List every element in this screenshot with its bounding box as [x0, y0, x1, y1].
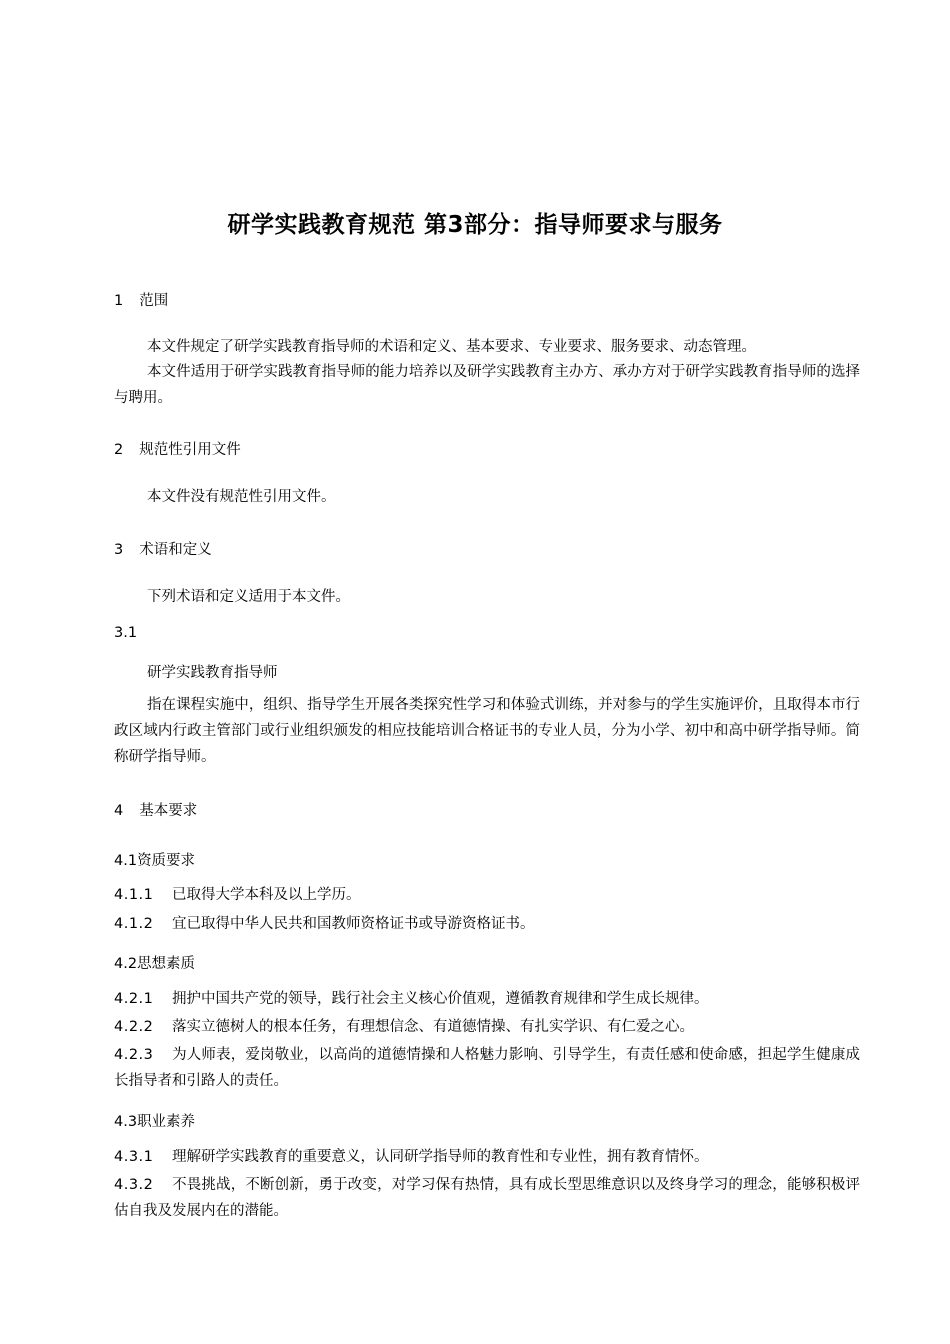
section-3-heading	[114, 538, 212, 559]
subsection-number: 4.2	[114, 956, 138, 972]
clause-text: 拥护中国共产党的领导，践行社会主义核心价值观，遵循教育规律和学生成长规律。	[172, 991, 709, 1007]
section-number: 4	[114, 803, 124, 819]
clause-number: 4.2.2	[114, 1019, 154, 1035]
subsection-title: 思想素质	[137, 956, 196, 972]
subsection-4-1-heading	[114, 849, 195, 870]
clause-number: 4.3.2	[114, 1177, 154, 1193]
clause-text: 理解研学实践教育的重要意义，认同研学指导师的教育性和专业性，拥有教育情怀。	[172, 1149, 709, 1165]
clause	[114, 1144, 860, 1170]
clause-number: 4.2.1	[114, 991, 154, 1007]
clause-number: 4.2.3	[114, 1047, 154, 1063]
term-definition: 指在课程实施中，组织、指导学生开展各类探究性学习和体验式训练，并对参与的学生实施评价，且取得本市行政区域内行政主管部门或行业组织颁发的相应技能培训合格证书的专业人员，分为小学、初中和高中研学指导师。简称研学指导师。	[114, 697, 860, 765]
subsection-4-3-heading	[114, 1110, 195, 1131]
clause-text: 已取得大学本科及以上学历。	[172, 887, 361, 903]
clause-text: 为人师表，爱岗敬业，以高尚的道德情操和人格魅力影响、引导学生，有责任感和使命感，担起学生健康成长指导者和引路人的责任。	[114, 1047, 860, 1089]
term-name: 研学实践教育指导师	[147, 665, 278, 681]
subsection-title: 资质要求	[137, 853, 196, 869]
clause	[114, 882, 860, 908]
paragraph: 本文件适用于研学实践教育指导师的能力培养以及研学实践教育主办方、承办方对于研学实践教育指导师的选择与聘用。	[114, 364, 860, 406]
section-4-heading	[114, 799, 197, 820]
clause-text: 不畏挑战，不断创新，勇于改变，对学习保有热情，具有成长型思维意识以及终身学习的理念，能够积极评估自我及发展内在的潜能。	[114, 1177, 860, 1219]
document-title: 研学实践教育规范 第3部分：指导师要求与服务	[227, 212, 723, 238]
clause	[114, 1172, 860, 1224]
clause	[114, 1014, 860, 1040]
section-number: 1	[114, 293, 124, 309]
term-number: 3.1	[114, 625, 138, 641]
section-1-heading	[114, 289, 168, 310]
section-number: 2	[114, 442, 124, 458]
clause	[114, 986, 860, 1012]
subsection-title: 职业素养	[137, 1114, 196, 1130]
paragraph: 下列术语和定义适用于本文件。	[147, 589, 350, 605]
section-2-heading	[114, 438, 241, 459]
section-title: 范围	[139, 293, 169, 309]
clause-number: 4.1.2	[114, 916, 154, 932]
section-title: 规范性引用文件	[139, 442, 241, 458]
paragraph: 本文件没有规范性引用文件。	[147, 489, 336, 505]
subsection-number: 4.1	[114, 853, 138, 869]
clause-number: 4.3.1	[114, 1149, 154, 1165]
section-number: 3	[114, 542, 124, 558]
clause	[114, 911, 860, 937]
clause	[114, 1042, 860, 1094]
clause-text: 落实立德树人的根本任务，有理想信念、有道德情操、有扎实学识、有仁爱之心。	[172, 1019, 694, 1035]
clause-text: 宜已取得中华人民共和国教师资格证书或导游资格证书。	[172, 916, 535, 932]
section-title: 术语和定义	[139, 542, 212, 558]
paragraph: 本文件规定了研学实践教育指导师的术语和定义、基本要求、专业要求、服务要求、动态管理。	[147, 339, 756, 355]
clause-number: 4.1.1	[114, 887, 154, 903]
subsection-4-2-heading	[114, 952, 195, 973]
section-title: 基本要求	[139, 803, 198, 819]
subsection-number: 4.3	[114, 1114, 138, 1130]
